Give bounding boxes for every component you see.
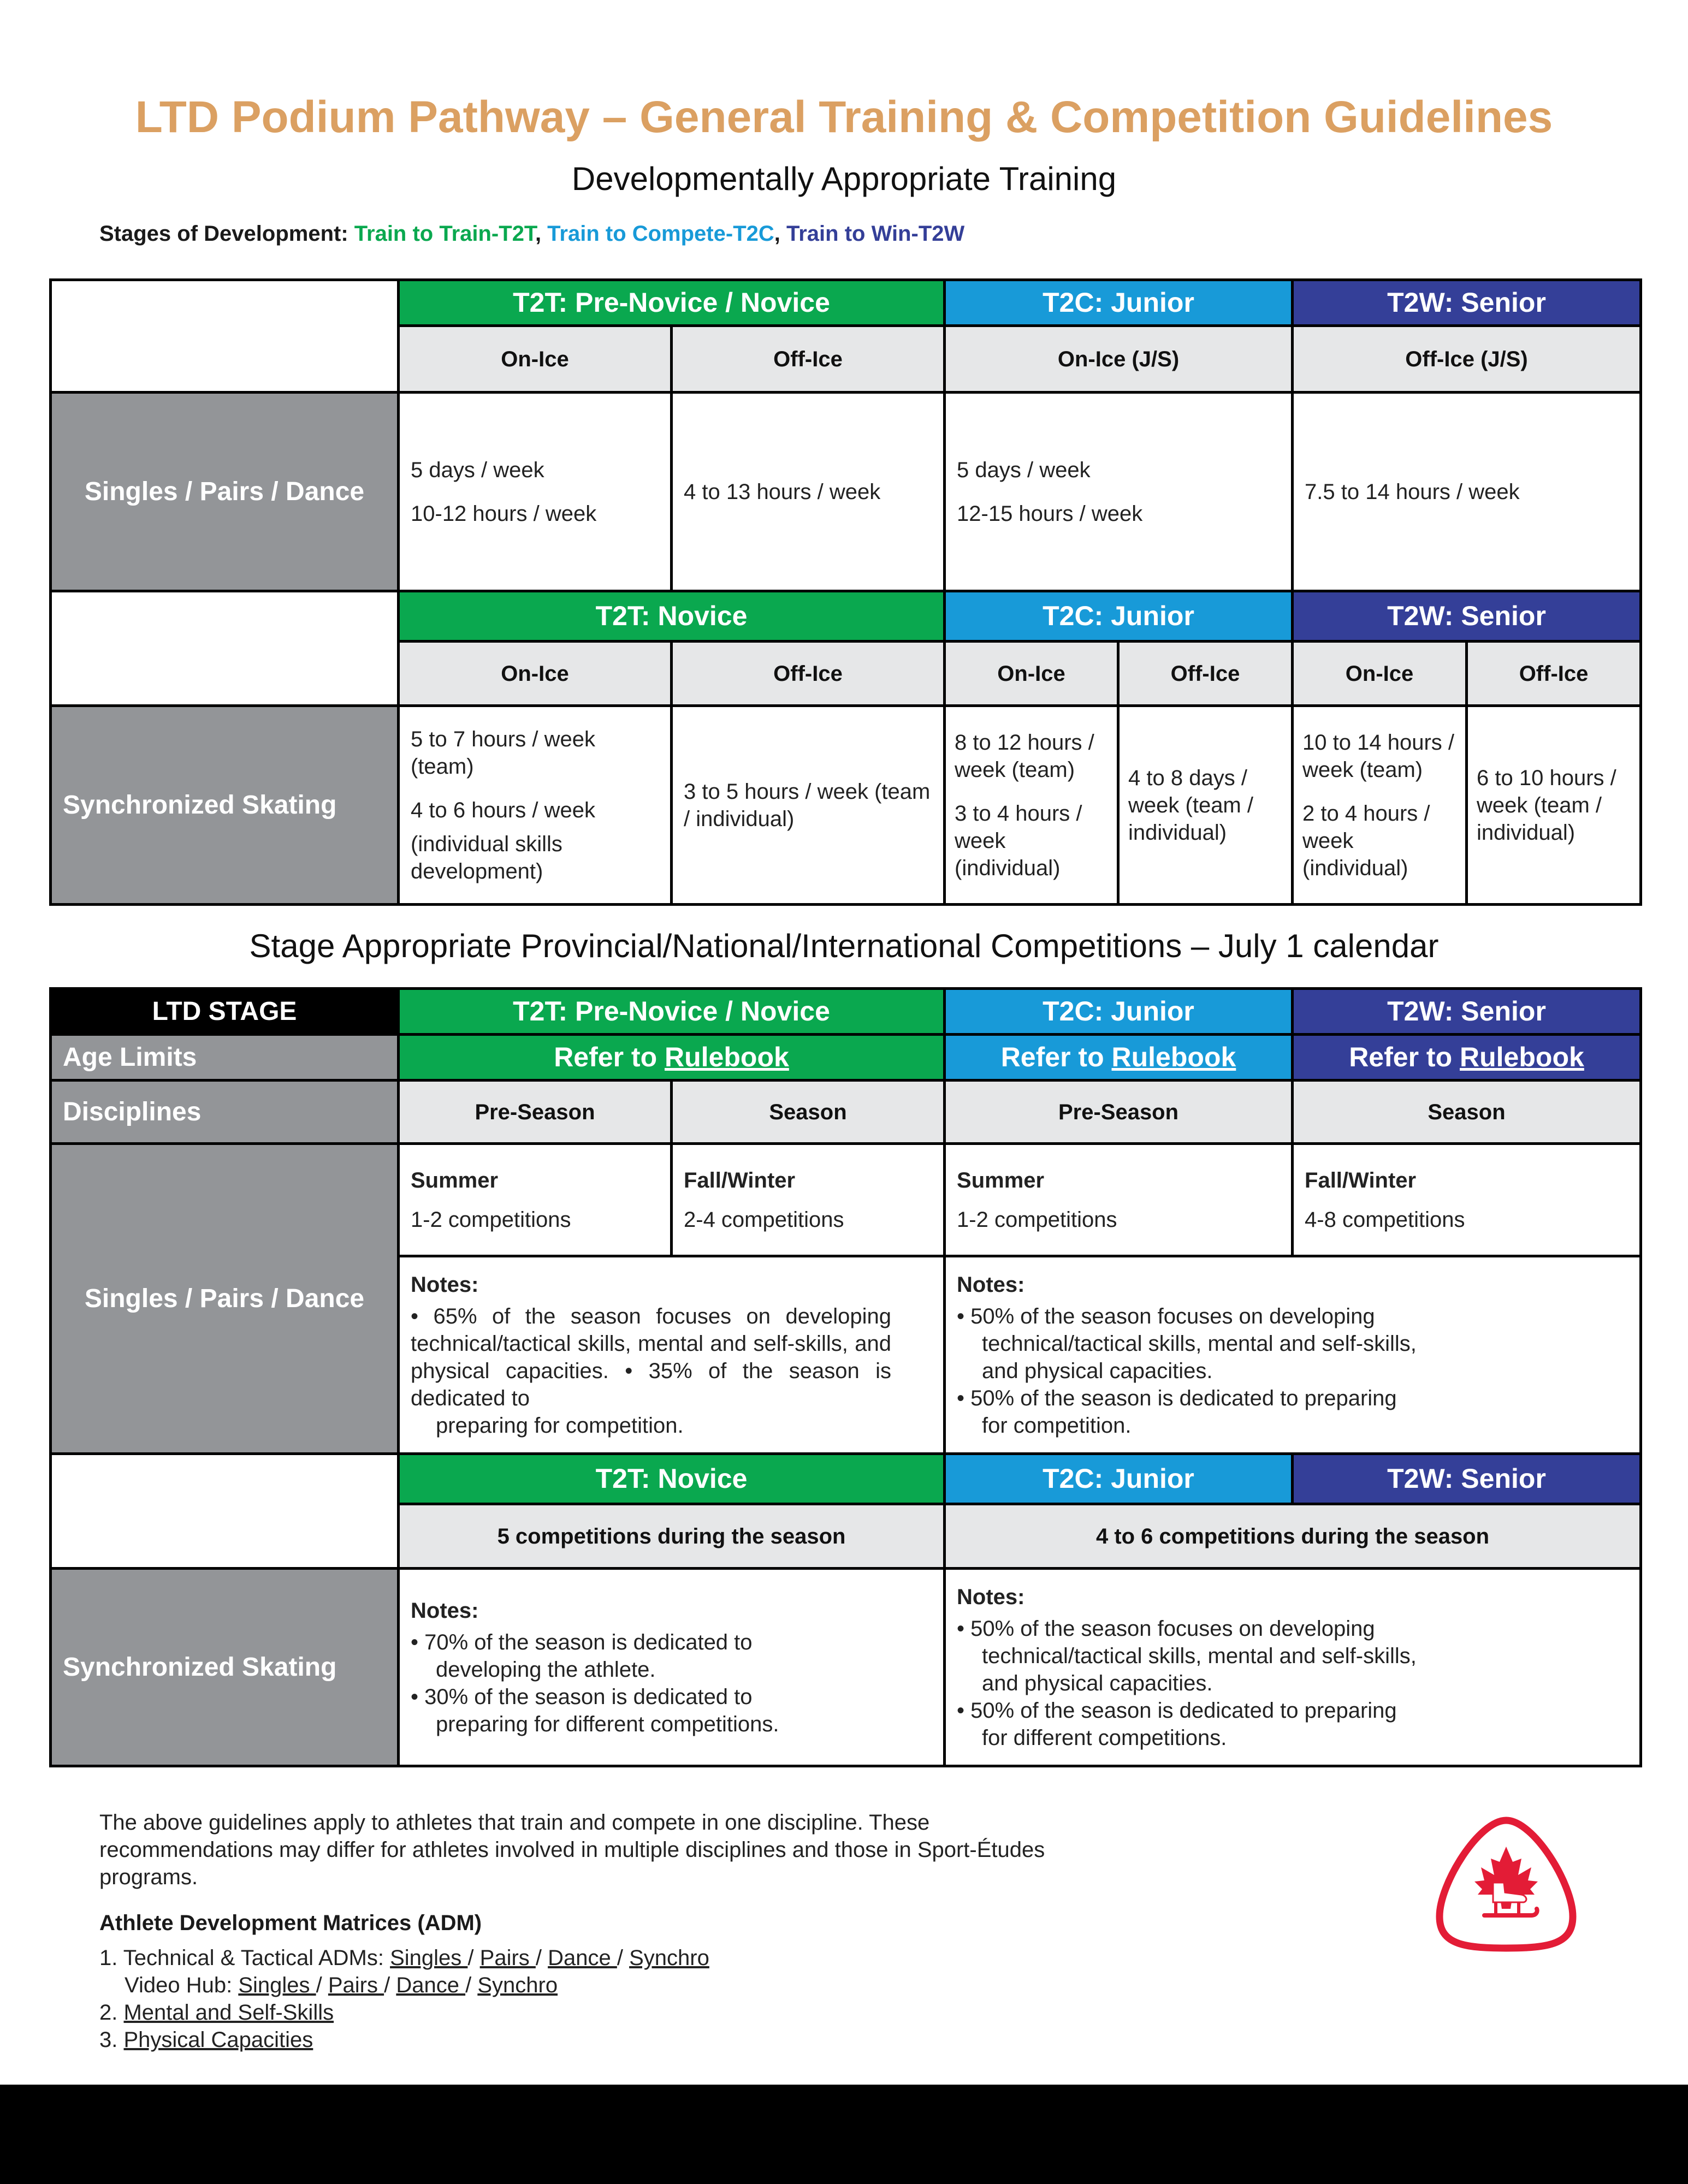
season-header: Season: [672, 1081, 945, 1144]
sub-office: Off-Ice: [672, 642, 945, 706]
note-line: • 30% of the season is dedicated to: [411, 1684, 753, 1709]
blank-cell: [51, 280, 399, 393]
link-singles[interactable]: Singles: [390, 1946, 468, 1970]
js-notes-cell: [945, 1256, 1641, 1454]
header-synchro-t2t: T2T: Novice: [399, 591, 945, 642]
guidelines-text: The above guidelines apply to athletes that train and compete in one discipline. These recommendations may differ for athletes involved in multiple disciplines and those in Sport-Études programs.: [99, 1811, 1045, 1889]
item-prefix: 2.: [99, 2001, 124, 2025]
stage-t2t: Train to Train-T2T: [354, 222, 535, 246]
header-t2c: T2C: Junior: [945, 280, 1293, 326]
refer-text: Refer to: [554, 1042, 665, 1073]
page-subtitle: Developmentally Appropriate Training: [571, 161, 1117, 197]
row-label-spd-comp: Singles / Pairs / Dance: [51, 1144, 399, 1454]
adm-item-3: [99, 2026, 709, 2054]
adm-item-1: [99, 1944, 709, 1972]
stages-label: Stages of Development:: [99, 222, 348, 246]
sep: ,: [535, 222, 548, 246]
stages-of-development: [99, 222, 964, 246]
blank-cell: [51, 591, 399, 706]
header-t2t: T2T: Pre-Novice / Novice: [399, 280, 945, 326]
note-line: technical/tactical skills, mental and self-skills,: [982, 1643, 1417, 1668]
comp-header-t2c: T2C: Junior: [945, 989, 1293, 1035]
sub-onice: On-Ice: [945, 642, 1118, 706]
js-office-cell: 7.5 to 14 hours / week: [1293, 393, 1641, 591]
season-header: Season: [1293, 1081, 1641, 1144]
training-table: [49, 278, 1642, 906]
cell-text: 4 to 6 hours / week: [411, 798, 595, 822]
slash: /: [617, 1946, 630, 1970]
synchro-js-count: 4 to 6 competitions during the season: [945, 1504, 1641, 1569]
cell-text: 2-4 competitions: [684, 1207, 844, 1232]
adm-title: Athlete Development Matrices (ADM): [99, 1911, 482, 1935]
row-label-synchro-comp: Synchronized Skating: [51, 1569, 399, 1766]
synchro-t2c-office-cell: 4 to 8 days / week (team / individual): [1118, 706, 1293, 905]
sub-onice-js: On-Ice (J/S): [945, 326, 1293, 393]
t2t-onice-cell: [399, 393, 672, 591]
item-prefix: 1. Technical & Tactical ADMs:: [99, 1946, 390, 1970]
cell-text: 1-2 competitions: [957, 1207, 1117, 1232]
sub-office-js: Off-Ice (J/S): [1293, 326, 1641, 393]
comp-synchro-header-t2w: T2W: Senior: [1293, 1454, 1641, 1504]
cell-text: 5 to 7 hours / week (team): [411, 727, 595, 779]
summer-label: Summer: [957, 1168, 1045, 1192]
sub-onice: On-Ice: [1293, 642, 1467, 706]
link-pairs[interactable]: Pairs: [479, 1946, 536, 1970]
cell-text: 12-15 hours / week: [957, 501, 1143, 526]
sep: ,: [774, 222, 786, 246]
link-dance[interactable]: Dance: [548, 1946, 617, 1970]
synchro-t2w-office-cell: 6 to 10 hours / week (team / individual): [1467, 706, 1641, 905]
header-synchro-t2w: T2W: Senior: [1293, 591, 1641, 642]
video-hub-prefix: Video Hub:: [125, 1973, 239, 1997]
stage-t2w: Train to Win-T2W: [786, 222, 965, 246]
cell-text: 10-12 hours / week: [411, 501, 597, 526]
note-line: and physical capacities.: [982, 1671, 1213, 1695]
notes-label: Notes:: [411, 1272, 479, 1297]
blank-cell: [51, 1454, 399, 1569]
note-line: preparing for competition.: [436, 1413, 684, 1438]
item-prefix: 3.: [99, 2028, 124, 2052]
competitions-table: [49, 987, 1642, 1767]
slash: /: [465, 1973, 478, 1997]
slash: /: [316, 1973, 328, 1997]
note-line: • 50% of the season focuses on developing: [957, 1616, 1375, 1641]
header-synchro-t2c: T2C: Junior: [945, 591, 1293, 642]
cell-text: (individual skills development): [411, 832, 562, 883]
video-link-dance[interactable]: Dance: [396, 1973, 466, 1997]
note-line: • 50% of the season is dedicated to preparing: [957, 1386, 1397, 1410]
sub-office: Off-Ice: [672, 326, 945, 393]
cell-text: 3 to 4 hours / week (individual): [955, 801, 1082, 880]
comp-header-t2w: T2W: Senior: [1293, 989, 1641, 1035]
note-line: technical/tactical skills, mental and self-skills,: [982, 1331, 1417, 1356]
skate-canada-logo-icon: [1430, 1813, 1583, 1956]
video-hub-line: [99, 1972, 709, 1999]
link-physical-capacities[interactable]: Physical Capacities: [123, 2028, 313, 2052]
age-limits-t2c: [945, 1035, 1293, 1081]
refer-text: Refer to: [1000, 1042, 1112, 1073]
comp-synchro-header-t2t: T2T: Novice: [399, 1454, 945, 1504]
fall-winter-label: Fall/Winter: [684, 1168, 796, 1192]
cell-text: 8 to 12 hours / week (team): [955, 730, 1094, 782]
row-label-spd: Singles / Pairs / Dance: [51, 393, 399, 591]
age-limits-t2w: [1293, 1035, 1641, 1081]
sub-onice: On-Ice: [399, 326, 672, 393]
js-onice-cell: [945, 393, 1293, 591]
cell-text: 5 days / week: [411, 458, 544, 482]
note-line: for different competitions.: [982, 1725, 1227, 1750]
age-limits-label: Age Limits: [51, 1035, 399, 1081]
disciplines-label: Disciplines: [51, 1081, 399, 1144]
link-synchro[interactable]: Synchro: [629, 1946, 709, 1970]
note-line: • 50% of the season is dedicated to preparing: [957, 1698, 1397, 1723]
rulebook-link[interactable]: Rulebook: [1111, 1042, 1236, 1073]
adm-item-2: [99, 1999, 709, 2026]
note-line: and physical capacities.: [982, 1358, 1213, 1383]
synchro-t2t-onice-cell: [399, 706, 672, 905]
rulebook-link[interactable]: Rulebook: [665, 1042, 789, 1073]
video-link-synchro[interactable]: Synchro: [477, 1973, 558, 1997]
bottom-bar: [0, 2085, 1688, 2184]
js-summer-cell: [945, 1144, 1293, 1256]
note-line: for competition.: [982, 1413, 1132, 1438]
page-title: LTD Podium Pathway – General Training & Competition Guidelines: [135, 92, 1553, 142]
t2t-fall-cell: [672, 1144, 945, 1256]
sub-office: Off-Ice: [1118, 642, 1293, 706]
note-line: • 70% of the season is dedicated to: [411, 1630, 753, 1654]
cell-text: 5 days / week: [957, 458, 1091, 482]
stage-t2c: Train to Compete-T2C: [547, 222, 774, 246]
comp-synchro-header-t2c: T2C: Junior: [945, 1454, 1293, 1504]
synchro-t2t-notes-cell: [399, 1569, 945, 1766]
note-line: developing the athlete.: [436, 1657, 656, 1682]
summer-label: Summer: [411, 1168, 499, 1192]
refer-text: Refer to: [1349, 1042, 1460, 1073]
synchro-js-notes-cell: [945, 1569, 1641, 1766]
t2t-summer-cell: [399, 1144, 672, 1256]
synchro-t2c-onice-cell: [945, 706, 1118, 905]
js-fall-cell: [1293, 1144, 1641, 1256]
cell-text: 10 to 14 hours / week (team): [1302, 730, 1454, 782]
slash: /: [535, 1946, 548, 1970]
video-link-pairs[interactable]: Pairs: [328, 1973, 384, 1997]
cell-text: 2 to 4 hours / week (individual): [1302, 801, 1430, 880]
link-mental-self-skills[interactable]: Mental and Self-Skills: [123, 2001, 334, 2025]
cell-text: 1-2 competitions: [411, 1207, 571, 1232]
note-line: • 50% of the season focuses on developing: [957, 1304, 1375, 1328]
fall-winter-label: Fall/Winter: [1305, 1168, 1417, 1192]
note-line: • 65% of the season focuses on developing technical/tactical skills, mental and self-skills, and physical capacities. • 35% of the season is dedicated to: [411, 1304, 891, 1410]
sub-onice: On-Ice: [399, 642, 672, 706]
note-line: preparing for different competitions.: [436, 1712, 779, 1736]
adm-list: [99, 1944, 709, 2054]
ltd-stage-label: LTD STAGE: [51, 989, 399, 1035]
age-limits-t2t: [399, 1035, 945, 1081]
slash: /: [384, 1973, 396, 1997]
row-label-synchro: Synchronized Skating: [51, 706, 399, 905]
pre-season-header: Pre-Season: [945, 1081, 1293, 1144]
comp-header-t2t: T2T: Pre-Novice / Novice: [399, 989, 945, 1035]
rulebook-link[interactable]: Rulebook: [1460, 1042, 1584, 1073]
synchro-t2t-count: 5 competitions during the season: [399, 1504, 945, 1569]
slash: /: [467, 1946, 480, 1970]
pre-season-header: Pre-Season: [399, 1081, 672, 1144]
notes-label: Notes:: [411, 1598, 479, 1623]
synchro-t2w-onice-cell: [1293, 706, 1467, 905]
synchro-t2t-office-cell: 3 to 5 hours / week (team / individual): [672, 706, 945, 905]
t2t-office-cell: 4 to 13 hours / week: [672, 393, 945, 591]
competitions-heading: Stage Appropriate Provincial/National/International Competitions – July 1 calendar: [249, 928, 1439, 964]
video-link-singles[interactable]: Singles: [238, 1973, 316, 1997]
t2t-notes-cell: [399, 1256, 945, 1454]
cell-text: 4-8 competitions: [1305, 1207, 1465, 1232]
sub-office: Off-Ice: [1467, 642, 1641, 706]
notes-label: Notes:: [957, 1272, 1025, 1297]
header-t2w: T2W: Senior: [1293, 280, 1641, 326]
notes-label: Notes:: [957, 1584, 1025, 1609]
